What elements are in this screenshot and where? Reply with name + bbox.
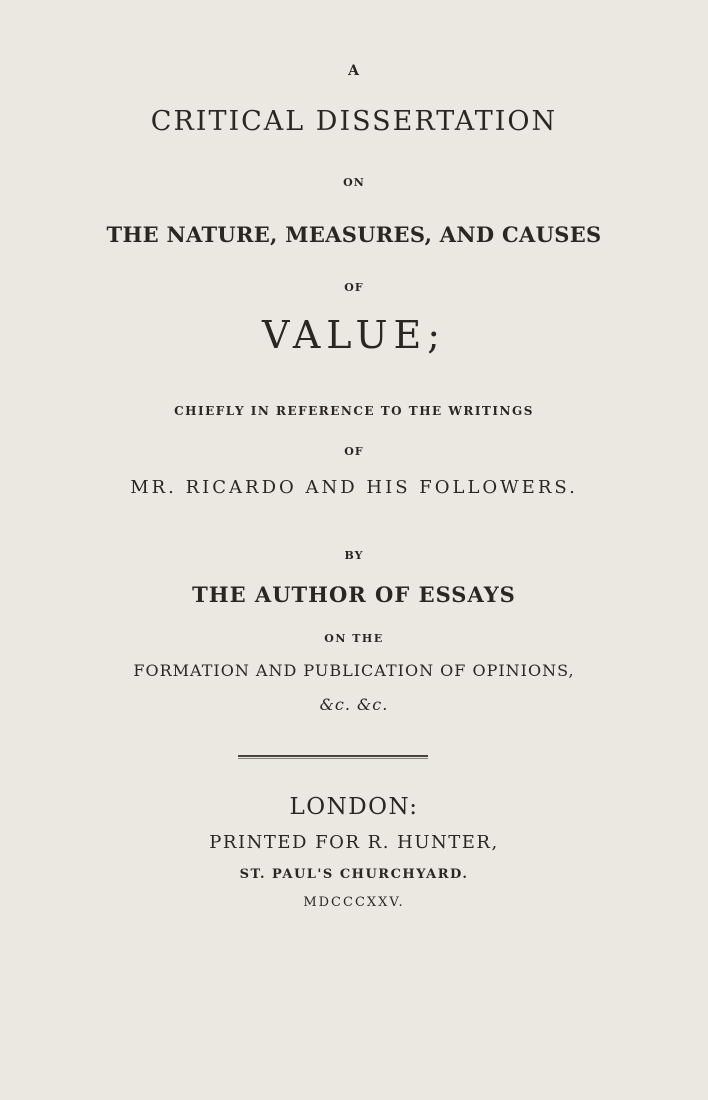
ricardo-line: MR. RICARDO AND HIS FOLLOWERS. xyxy=(130,477,578,498)
year-line: MDCCCXXV. xyxy=(303,895,405,910)
on-line-1: ON xyxy=(343,176,365,189)
divider-rule xyxy=(238,755,428,757)
value-heading: VALUE; xyxy=(261,313,447,357)
chiefly-line: CHIEFLY IN REFERENCE TO THE WRITINGS xyxy=(174,404,534,418)
city-line: LONDON: xyxy=(289,794,419,820)
by-line: BY xyxy=(344,549,364,562)
of-line-1: OF xyxy=(344,281,364,294)
etc-line: &c. &c. xyxy=(319,695,389,714)
of-line-2: OF xyxy=(344,445,364,458)
on-the-line: ON THE xyxy=(324,632,384,645)
formation-line: FORMATION AND PUBLICATION OF OPINIONS, xyxy=(133,661,575,680)
author-line: THE AUTHOR OF ESSAYS xyxy=(192,582,516,607)
subject-line: THE NATURE, MEASURES, AND CAUSES xyxy=(106,222,602,247)
address-line: ST. PAUL'S CHURCHYARD. xyxy=(239,867,469,882)
divider-rule-inner xyxy=(238,758,428,759)
article-a: A xyxy=(348,63,360,79)
title-critical-dissertation: CRITICAL DISSERTATION xyxy=(150,106,558,137)
printer-line: PRINTED FOR R. HUNTER, xyxy=(209,832,499,853)
